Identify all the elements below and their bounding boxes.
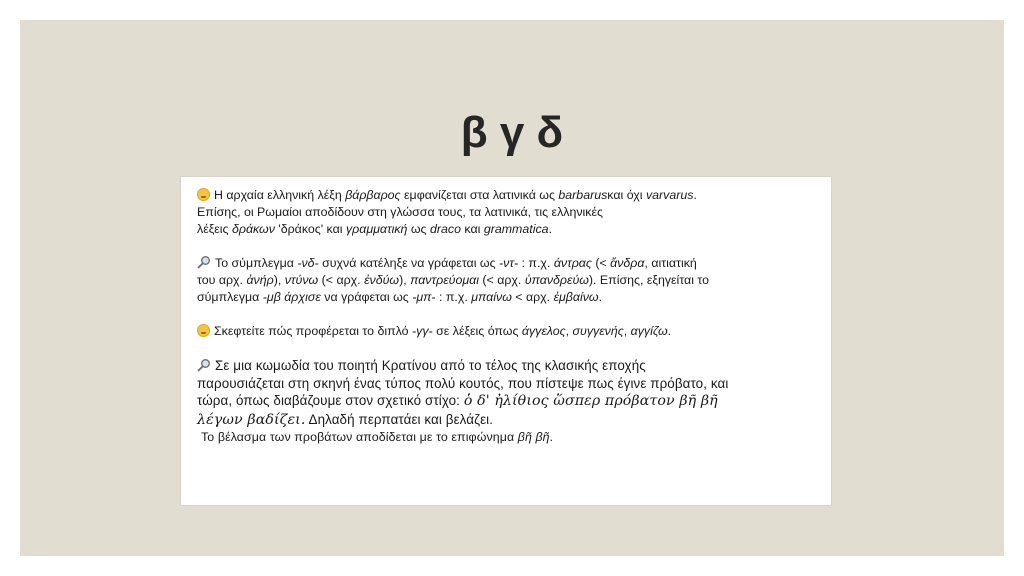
paragraph-nd-cluster: Το σύμπλεγμα -νδ- συχνά κατέληξε να γράφεται ως -ντ- : π.χ. άντρας (< ἄνδρα, αιτιατική του αρχ. ἀνήρ), ντύνω (< αρχ. ἐνδύω), παντρεύομαι (< αρχ. ὑπανδρεύω). Επίσης, εξηγείται το σύμπλεγμα -μβ άρχισε να γράφεται ως -μπ- : π.χ. μπαίνω < αρχ. ἐμβαίνω. <box>197 256 710 304</box>
thinking-face-icon <box>197 188 210 201</box>
thinking-face-icon <box>197 324 210 337</box>
slide-title: β γ δ <box>460 108 564 157</box>
magnifier-icon <box>197 358 211 372</box>
paragraph-kratinos: Σε μια κωμωδία του ποιητή Κρατίνου από το τέλος της κλασικής εποχής παρουσιάζεται στη σκηνή ένας τύπος πολύ κουτός, που πίστεψε πως έγινε πρόβατο, και τώρα, όπως διαβάζουμε στον σχετικό στίχο: ὁ δ' ἠλίθιος ὥσπερ πρόβατον βῆ βῆ λέγων βαδίζει. Δηλαδή περπατάει και βελάζει. Το βέλασμα των προβάτων αποδίδεται με το επιφώνημα βῆ βῆ. <box>197 358 729 445</box>
paragraph-gg-cluster: Σκεφτείτε πώς προφέρεται το διπλό -γγ- σε λέξεις όπως άγγελος, συγγενής, αγγίζω. <box>197 323 821 340</box>
slide <box>20 20 1004 556</box>
text-panel <box>180 176 832 506</box>
paragraph-barbaros: Η αρχαία ελληνική λέξη βάρβαρος εμφανίζεται στα λατινικά ως barbarusκαι όχι varvarus. Επίσης, οι Ρωμαίοι αποδίδουν στη γλώσσα τους, τα λατινικά, τις ελληνικές λέξεις δράκων 'δράκος' και γραμματική ως draco και grammatica. <box>197 188 697 236</box>
magnifier-icon <box>197 255 211 269</box>
